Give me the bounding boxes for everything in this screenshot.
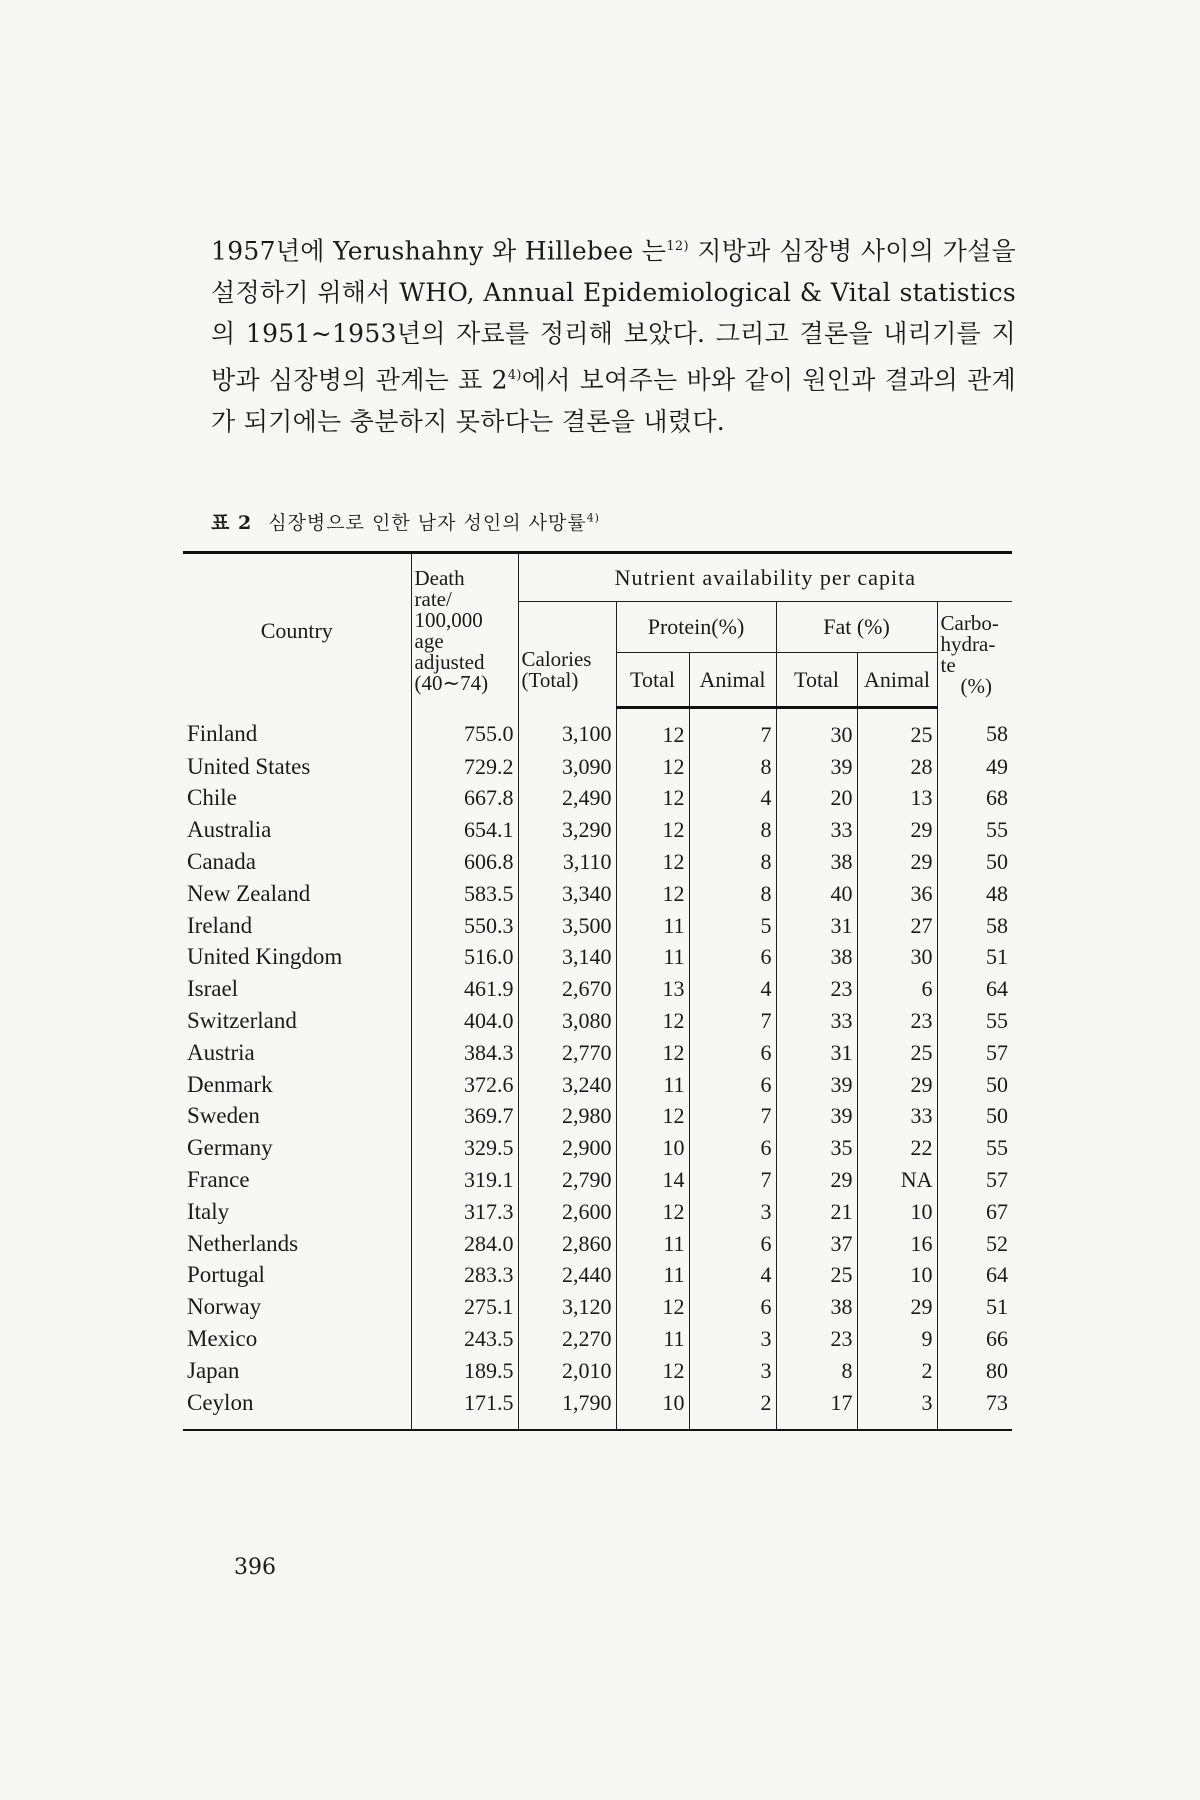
cell-protein-total: 12 xyxy=(616,1196,689,1228)
table-body xyxy=(183,708,1012,1430)
cell-carbohydrate: 58 xyxy=(986,721,1009,747)
table-row xyxy=(183,751,1012,783)
header-line: age xyxy=(414,628,444,653)
cell-country: Mexico xyxy=(183,1323,411,1355)
cell-fat-total: 38 xyxy=(776,1291,857,1323)
cell-calories: 3,340 xyxy=(518,878,616,910)
cell-death-rate: 317.3 xyxy=(411,1196,518,1228)
cell-death-rate: 654.1 xyxy=(411,814,518,846)
cell-calories: 2,670 xyxy=(518,973,616,1005)
table-row xyxy=(183,814,1012,846)
cell-protein-total: 12 xyxy=(616,814,689,846)
cell-carbohydrate: 67 xyxy=(986,1198,1009,1224)
cell-death-rate: 189.5 xyxy=(411,1355,518,1387)
cell-calories: 2,490 xyxy=(518,783,616,815)
cell-carbohydrate: 55 xyxy=(986,1008,1009,1034)
cell-protein-animal: 6 xyxy=(689,1069,776,1101)
cell-fat-total: 29 xyxy=(776,1164,857,1196)
cell-calories: 3,120 xyxy=(518,1291,616,1323)
header-protein: Protein(%) xyxy=(616,602,776,653)
cell-protein-total: 11 xyxy=(616,910,689,942)
table-row xyxy=(183,1164,1012,1196)
cell-fat-animal: 3 xyxy=(857,1387,937,1430)
table-row xyxy=(183,783,1012,815)
cell-country: Australia xyxy=(183,814,411,846)
cell-carbohydrate: 52 xyxy=(986,1230,1009,1256)
cell-carbohydrate: 50 xyxy=(986,1071,1009,1097)
cell-calories: 2,600 xyxy=(518,1196,616,1228)
cell-country: Ireland xyxy=(183,910,411,942)
cell-death-rate: 283.3 xyxy=(411,1260,518,1292)
header-line: Death xyxy=(414,565,465,590)
cell-fat-total: 31 xyxy=(776,910,857,942)
header-line: adjusted xyxy=(414,649,485,674)
header-line: Carbo- xyxy=(940,610,999,635)
table-row xyxy=(183,942,1012,974)
cell-fat-animal: 9 xyxy=(857,1323,937,1355)
cell-carbohydrate: 66 xyxy=(986,1326,1009,1352)
cell-protein-animal: 2 xyxy=(689,1387,776,1430)
cell-fat-total: 30 xyxy=(776,708,857,751)
cell-country: New Zealand xyxy=(183,878,411,910)
death-rate-table xyxy=(183,551,1012,1431)
cell-fat-animal: 10 xyxy=(857,1196,937,1228)
cell-fat-animal: 29 xyxy=(857,1291,937,1323)
cell-protein-total: 12 xyxy=(616,783,689,815)
cell-country: Israel xyxy=(183,973,411,1005)
cell-country: France xyxy=(183,1164,411,1196)
table-label: 표 2 xyxy=(211,512,253,534)
cell-country: Finland xyxy=(183,708,411,751)
cell-carbohydrate: 48 xyxy=(986,880,1009,906)
cell-protein-animal: 4 xyxy=(689,1260,776,1292)
cell-death-rate: 583.5 xyxy=(411,878,518,910)
cell-protein-animal: 3 xyxy=(689,1196,776,1228)
cell-country: United Kingdom xyxy=(183,942,411,974)
cell-country: Denmark xyxy=(183,1069,411,1101)
cell-fat-animal: 6 xyxy=(857,973,937,1005)
cell-death-rate: 372.6 xyxy=(411,1069,518,1101)
cell-death-rate: 329.5 xyxy=(411,1132,518,1164)
cell-country: Netherlands xyxy=(183,1228,411,1260)
cell-protein-animal: 7 xyxy=(689,1005,776,1037)
cell-fat-total: 17 xyxy=(776,1387,857,1430)
cell-protein-total: 11 xyxy=(616,1228,689,1260)
table-row xyxy=(183,910,1012,942)
cell-fat-animal: 25 xyxy=(857,708,937,751)
cell-protein-total: 12 xyxy=(616,1355,689,1387)
cell-country: Austria xyxy=(183,1037,411,1069)
cell-death-rate: 284.0 xyxy=(411,1228,518,1260)
paragraph-text: 지방과 심장병 사이의 가설을 설정하기 위해서 WHO, Annual Epidemiological & Vital statistics의 1951∼1953년의 자료를 정리해 보았다. 그리고 결론을 내리기를 지방과 심장병의 관계는 표 2 xyxy=(211,236,1016,395)
cell-fat-total: 40 xyxy=(776,878,857,910)
cell-protein-animal: 6 xyxy=(689,942,776,974)
cell-protein-animal: 8 xyxy=(689,846,776,878)
header-line: rate/ xyxy=(414,586,452,611)
cell-protein-animal: 3 xyxy=(689,1355,776,1387)
cell-fat-animal: 30 xyxy=(857,942,937,974)
cell-death-rate: 667.8 xyxy=(411,783,518,815)
cell-carbohydrate: 50 xyxy=(986,849,1009,875)
cell-protein-total: 12 xyxy=(616,878,689,910)
table-caption xyxy=(211,508,600,535)
cell-country: Portugal xyxy=(183,1260,411,1292)
table-row xyxy=(183,878,1012,910)
cell-protein-total: 12 xyxy=(616,708,689,751)
cell-calories: 2,860 xyxy=(518,1228,616,1260)
header-line: (Total) xyxy=(521,667,579,692)
cell-protein-total: 12 xyxy=(616,1037,689,1069)
cell-death-rate: 461.9 xyxy=(411,973,518,1005)
cell-protein-total: 12 xyxy=(616,1291,689,1323)
cell-fat-animal: 10 xyxy=(857,1260,937,1292)
header-line: hydra- xyxy=(940,631,996,656)
cell-protein-animal: 4 xyxy=(689,783,776,815)
cell-fat-animal: 25 xyxy=(857,1037,937,1069)
cell-fat-animal: 29 xyxy=(857,846,937,878)
header-carbohydrate xyxy=(937,602,1012,708)
cell-carbohydrate: 55 xyxy=(986,817,1009,843)
header-protein-animal: Animal xyxy=(689,653,776,708)
table-row xyxy=(183,1037,1012,1069)
cell-country: Ceylon xyxy=(183,1387,411,1430)
cell-fat-total: 35 xyxy=(776,1132,857,1164)
table-title: 심장병으로 인한 남자 성인의 사망률 xyxy=(268,512,587,534)
table-row xyxy=(183,1132,1012,1164)
cell-carbohydrate: 50 xyxy=(986,1103,1009,1129)
cell-fat-total: 31 xyxy=(776,1037,857,1069)
cell-carbohydrate: 57 xyxy=(986,1167,1009,1193)
cell-protein-total: 12 xyxy=(616,751,689,783)
cell-fat-animal: 29 xyxy=(857,814,937,846)
cell-fat-total: 38 xyxy=(776,942,857,974)
cell-country: Japan xyxy=(183,1355,411,1387)
table-row xyxy=(183,1196,1012,1228)
table-row xyxy=(183,1069,1012,1101)
cell-fat-animal: 28 xyxy=(857,751,937,783)
cell-protein-animal: 7 xyxy=(689,708,776,751)
cell-country: Canada xyxy=(183,846,411,878)
cell-protein-total: 12 xyxy=(616,1005,689,1037)
cell-carbohydrate: 51 xyxy=(986,944,1009,970)
header-line: Calories xyxy=(521,646,592,671)
header-death-rate xyxy=(411,553,518,708)
header-country: Country xyxy=(183,553,411,708)
cell-death-rate: 243.5 xyxy=(411,1323,518,1355)
cell-calories: 2,440 xyxy=(518,1260,616,1292)
cell-carbohydrate: 68 xyxy=(986,785,1009,811)
cell-calories: 3,290 xyxy=(518,814,616,846)
cell-protein-total: 10 xyxy=(616,1387,689,1430)
cell-country: Italy xyxy=(183,1196,411,1228)
cell-calories: 3,240 xyxy=(518,1069,616,1101)
cell-protein-animal: 8 xyxy=(689,814,776,846)
footnote-ref: 4) xyxy=(507,367,522,383)
cell-calories: 2,900 xyxy=(518,1132,616,1164)
cell-protein-animal: 7 xyxy=(689,1164,776,1196)
header-line: 100,000 xyxy=(414,607,483,632)
header-protein-total: Total xyxy=(616,653,689,708)
body-paragraph xyxy=(211,226,1016,442)
cell-calories: 2,270 xyxy=(518,1323,616,1355)
cell-calories: 3,100 xyxy=(518,708,616,751)
cell-fat-total: 21 xyxy=(776,1196,857,1228)
cell-country: Chile xyxy=(183,783,411,815)
cell-calories: 3,140 xyxy=(518,942,616,974)
cell-death-rate: 755.0 xyxy=(411,708,518,751)
cell-fat-total: 23 xyxy=(776,973,857,1005)
header-fat-total: Total xyxy=(776,653,857,708)
table-row xyxy=(183,1228,1012,1260)
header-line: (%) xyxy=(960,673,992,698)
cell-calories: 3,080 xyxy=(518,1005,616,1037)
cell-protein-animal: 6 xyxy=(689,1291,776,1323)
cell-protein-total: 12 xyxy=(616,1101,689,1133)
cell-death-rate: 319.1 xyxy=(411,1164,518,1196)
table-row xyxy=(183,1260,1012,1292)
cell-protein-total: 11 xyxy=(616,1069,689,1101)
cell-protein-animal: 8 xyxy=(689,751,776,783)
cell-protein-animal: 7 xyxy=(689,1101,776,1133)
cell-death-rate: 729.2 xyxy=(411,751,518,783)
cell-fat-animal: 13 xyxy=(857,783,937,815)
cell-country: United States xyxy=(183,751,411,783)
cell-protein-total: 10 xyxy=(616,1132,689,1164)
table-row xyxy=(183,1005,1012,1037)
header-fat-animal: Animal xyxy=(857,653,937,708)
cell-calories: 2,790 xyxy=(518,1164,616,1196)
cell-fat-total: 33 xyxy=(776,814,857,846)
cell-fat-animal: 29 xyxy=(857,1069,937,1101)
cell-fat-total: 38 xyxy=(776,846,857,878)
cell-calories: 3,090 xyxy=(518,751,616,783)
cell-death-rate: 171.5 xyxy=(411,1387,518,1430)
cell-carbohydrate: 55 xyxy=(986,1135,1009,1161)
cell-fat-total: 8 xyxy=(776,1355,857,1387)
paragraph-text: 에서 보여주는 바와 같이 원인과 결과의 관계가 되기에는 충분하지 못하다는 결론을 내렸다. xyxy=(211,365,1016,436)
cell-fat-animal: 23 xyxy=(857,1005,937,1037)
cell-death-rate: 275.1 xyxy=(411,1291,518,1323)
cell-protein-total: 14 xyxy=(616,1164,689,1196)
paragraph-text: 1957년에 Yerushahny 와 Hillebee 는 xyxy=(211,236,667,266)
footnote-ref: 12) xyxy=(666,239,689,254)
cell-protein-animal: 6 xyxy=(689,1132,776,1164)
table-row xyxy=(183,1101,1012,1133)
table-row xyxy=(183,708,1012,751)
cell-carbohydrate: 73 xyxy=(937,1387,1012,1430)
table-row xyxy=(183,1291,1012,1323)
cell-protein-animal: 4 xyxy=(689,973,776,1005)
table-row xyxy=(183,1355,1012,1387)
cell-death-rate: 384.3 xyxy=(411,1037,518,1069)
cell-protein-total: 11 xyxy=(616,1260,689,1292)
cell-country: Switzerland xyxy=(183,1005,411,1037)
cell-fat-total: 23 xyxy=(776,1323,857,1355)
cell-country: Norway xyxy=(183,1291,411,1323)
cell-protein-total: 13 xyxy=(616,973,689,1005)
cell-protein-animal: 6 xyxy=(689,1228,776,1260)
header-line: te xyxy=(940,652,956,677)
cell-carbohydrate: 64 xyxy=(986,976,1009,1002)
cell-fat-animal: 36 xyxy=(857,878,937,910)
cell-protein-total: 12 xyxy=(616,846,689,878)
cell-carbohydrate: 64 xyxy=(986,1262,1009,1288)
header-nutrient: Nutrient availability per capita xyxy=(518,553,1012,602)
cell-calories: 3,500 xyxy=(518,910,616,942)
cell-protein-animal: 3 xyxy=(689,1323,776,1355)
cell-country: Sweden xyxy=(183,1101,411,1133)
cell-calories: 2,770 xyxy=(518,1037,616,1069)
cell-death-rate: 550.3 xyxy=(411,910,518,942)
cell-death-rate: 516.0 xyxy=(411,942,518,974)
cell-fat-animal: 33 xyxy=(857,1101,937,1133)
footnote-ref: 4) xyxy=(586,511,600,525)
cell-fat-animal: 27 xyxy=(857,910,937,942)
cell-protein-animal: 8 xyxy=(689,878,776,910)
cell-protein-total: 11 xyxy=(616,1323,689,1355)
cell-fat-total: 20 xyxy=(776,783,857,815)
cell-calories: 3,110 xyxy=(518,846,616,878)
cell-calories: 2,010 xyxy=(518,1355,616,1387)
cell-carbohydrate: 51 xyxy=(986,1294,1009,1320)
table-row xyxy=(183,1387,1012,1430)
header-fat: Fat (%) xyxy=(776,602,937,653)
cell-fat-total: 33 xyxy=(776,1005,857,1037)
cell-fat-total: 39 xyxy=(776,1069,857,1101)
table-row xyxy=(183,1323,1012,1355)
cell-calories: 1,790 xyxy=(518,1387,616,1430)
header-calories xyxy=(518,602,616,708)
cell-carbohydrate: 49 xyxy=(986,753,1009,779)
cell-carbohydrate: 57 xyxy=(986,1039,1009,1065)
cell-fat-animal: NA xyxy=(857,1164,937,1196)
cell-death-rate: 606.8 xyxy=(411,846,518,878)
cell-carbohydrate: 80 xyxy=(986,1357,1009,1383)
cell-death-rate: 369.7 xyxy=(411,1101,518,1133)
page-number: 396 xyxy=(234,1555,276,1580)
cell-fat-total: 25 xyxy=(776,1260,857,1292)
table-row xyxy=(183,973,1012,1005)
cell-fat-animal: 22 xyxy=(857,1132,937,1164)
cell-fat-animal: 2 xyxy=(857,1355,937,1387)
cell-protein-total: 11 xyxy=(616,942,689,974)
cell-fat-total: 37 xyxy=(776,1228,857,1260)
cell-carbohydrate: 58 xyxy=(986,912,1009,938)
table-row xyxy=(183,846,1012,878)
cell-protein-animal: 6 xyxy=(689,1037,776,1069)
cell-country: Germany xyxy=(183,1132,411,1164)
cell-death-rate: 404.0 xyxy=(411,1005,518,1037)
cell-fat-total: 39 xyxy=(776,1101,857,1133)
header-line: (40∼74) xyxy=(414,670,489,695)
cell-calories: 2,980 xyxy=(518,1101,616,1133)
cell-protein-animal: 5 xyxy=(689,910,776,942)
cell-fat-total: 39 xyxy=(776,751,857,783)
cell-fat-animal: 16 xyxy=(857,1228,937,1260)
